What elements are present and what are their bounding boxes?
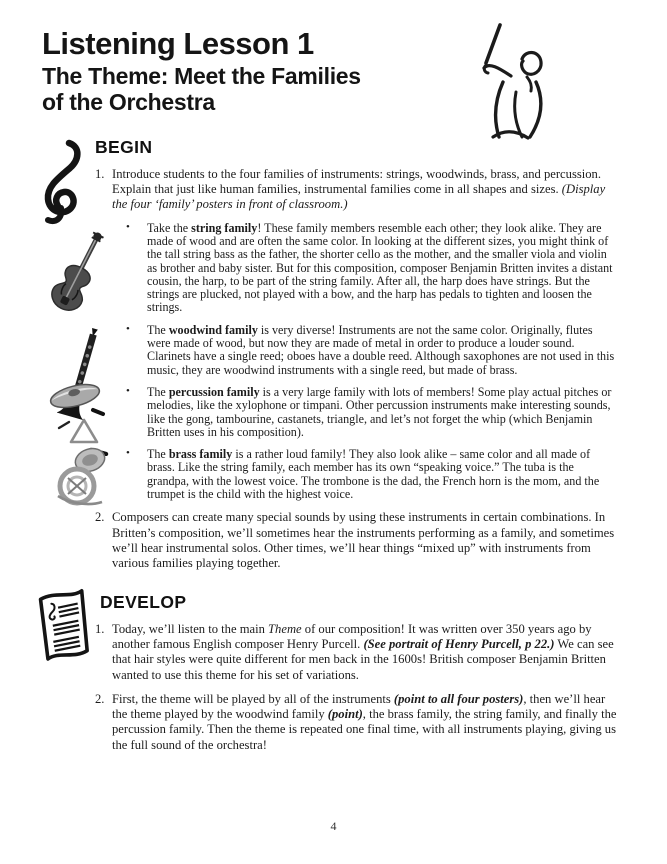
bullet-marker: • <box>126 447 130 460</box>
violin-icon <box>50 222 108 325</box>
begin-item-1 <box>95 167 617 213</box>
develop-item-1 <box>95 622 617 683</box>
paragraph <box>112 622 617 683</box>
text-segment: , then we’ll hear the theme played by the woodwind family <box>112 691 606 722</box>
bullet-woodwind-family <box>95 324 617 377</box>
french-horn-icon <box>50 446 108 515</box>
text-segment: , the brass family, the string family, and finally the percussion family. Then the theme is repeated one final time, with all instruments playing, giving us the full sound of the orchestra! <box>112 707 617 752</box>
paragraph <box>112 692 617 753</box>
text-segment: is a rather loud family! They also look alike – same color and all made of brass. Like the string family, each member has its own “speaking voice.” The tuba is the grandpa, with the lowest voice. The trombone is the dad, the French horn is the mom, and the trumpet is the child with the highest voice. <box>147 447 600 502</box>
develop-item-2 <box>95 692 617 753</box>
page-header <box>42 28 462 115</box>
begin-item-2 <box>95 510 617 571</box>
paragraph <box>112 167 617 213</box>
text-segment: percussion family <box>168 384 260 399</box>
bullet-percussion-family <box>95 386 617 439</box>
family-bullet-list <box>95 222 617 502</box>
text-segment: Take the <box>147 220 192 235</box>
paragraph <box>147 323 614 377</box>
treble-clef-icon <box>28 136 92 235</box>
page-number: 4 <box>330 819 337 833</box>
list-number: 1. <box>95 622 105 636</box>
list-number: 2. <box>95 510 105 525</box>
text-segment: brass family <box>168 447 233 462</box>
text-segment: (See portrait of Henry Purcell, p 22.) <box>363 637 555 652</box>
develop-heading: DEVELOP <box>100 592 187 612</box>
text-segment: The <box>147 322 169 337</box>
text-segment: (Display the four ‘family’ posters in front of classroom.) <box>112 182 606 212</box>
text-segment: (point) <box>327 707 363 722</box>
text-segment: of our composition! It was written over 350 years ago by another famous English composer Henry Purcell. <box>112 622 592 652</box>
develop-section <box>95 592 617 753</box>
list-number: 2. <box>95 691 105 706</box>
subtitle-line-2: of the Orchestra <box>42 88 215 115</box>
text-segment: is a very large family with lots of members! Some play actual pitches or melodies, like the xylophone or timpani. Other percussion instruments make interesting sounds, like the gong, tambourine, castanets, triangle, and let’s not forget the whip (which Benjamin Britten uses in his composition). <box>147 384 612 439</box>
paragraph <box>112 510 617 571</box>
paragraph <box>147 447 599 501</box>
bullet-marker: • <box>126 322 130 335</box>
text-segment: Composers can create many special sounds by using these instruments in certain combinations. In Britten’s composition, we’ll sometimes hear the instruments performing as a family, and sometimes we’ll hear instrumental solos. Other times, we’ll hear things “mixed up” with instruments from various families playing together. <box>112 510 615 571</box>
sheet-music-icon <box>31 586 97 671</box>
text-segment: The <box>147 447 169 462</box>
bullet-string-family <box>95 222 617 315</box>
paragraph <box>147 221 613 315</box>
text-segment: We can see that hair styles were quite different for men back in the 1600s! British composer Benjamin Britten wanted to use this theme for his set of variations. <box>112 637 614 682</box>
subtitle-line-1: The Theme: Meet the Families <box>42 62 361 89</box>
text-segment: Introduce students to the four families of instruments: strings, woodwinds, brass, and percussion. Explain that just like human families, instrumental families come in all shapes and sizes. <box>112 167 601 197</box>
bullet-marker: • <box>126 384 130 397</box>
text-segment: ! These family members resemble each other; they look alike. They are made of wood and are often the same color. In looking at the different sizes, you might think of the tall string bass as the father, the shorter cello as the mother, and the smaller viola and violin as brother and baby sister. But for this composition, composer Benjamin Britten invites a distant cousin, the harp, to be part of the string family. After all, the harp does have strings. But the strings are plucked, not played with a bow, and the harp has pedals to tighten and loosen the strings. <box>147 220 613 315</box>
text-segment: woodwind family <box>168 322 258 337</box>
text-segment: The <box>147 384 169 399</box>
conductor-illustration-icon <box>438 20 578 145</box>
text-segment: Theme <box>268 622 302 636</box>
page-title: Listening Lesson 1 <box>42 26 314 61</box>
paragraph <box>147 385 611 439</box>
text-segment: is very diverse! Instruments are not the same color. Originally, flutes were made of wood, but now they are made of metal in order to produce a louder sound. Clarinets have a single reed; oboes have a double reed. Although saxophones are not used in this music, they are woodwind instruments with a single reed, but made of brass. <box>147 322 615 377</box>
list-number: 1. <box>95 167 105 181</box>
text-segment: string family <box>191 220 258 235</box>
page-subtitle <box>42 63 462 115</box>
begin-heading: BEGIN <box>95 137 153 157</box>
text-segment: Today, we’ll listen to the main <box>112 622 269 636</box>
text-segment: (point to all four posters) <box>393 691 524 706</box>
text-segment: First, the theme will be played by all of the instruments <box>112 691 394 706</box>
bullet-marker: • <box>126 220 130 233</box>
begin-section <box>95 137 617 571</box>
bullet-brass-family <box>95 448 617 501</box>
